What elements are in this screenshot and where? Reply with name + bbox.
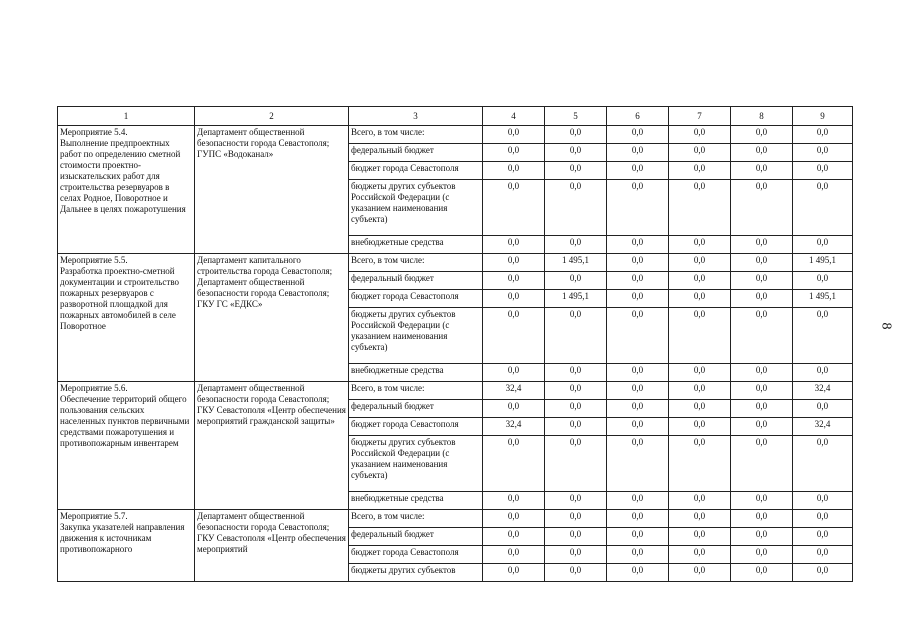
value-cell: 0,0	[545, 180, 607, 236]
funding-source-cell: бюджет города Севастополя	[349, 162, 483, 180]
value-cell: 0,0	[545, 528, 607, 546]
value-cell: 0,0	[545, 492, 607, 510]
column-header: 9	[793, 107, 853, 126]
value-cell: 0,0	[607, 364, 669, 382]
funding-source-cell: бюджеты других субъектов Российской Федерации (с указанием наименования субъекта)	[349, 436, 483, 492]
value-cell: 0,0	[793, 126, 853, 144]
value-cell: 0,0	[545, 400, 607, 418]
value-cell: 0,0	[483, 162, 545, 180]
value-cell: 0,0	[607, 272, 669, 290]
value-cell: 1 495,1	[545, 290, 607, 308]
value-cell: 0,0	[731, 418, 793, 436]
value-cell: 0,0	[731, 564, 793, 582]
value-cell: 0,0	[483, 510, 545, 528]
value-cell: 0,0	[669, 272, 731, 290]
value-cell: 32,4	[483, 418, 545, 436]
value-cell: 0,0	[731, 254, 793, 272]
value-cell: 0,0	[483, 236, 545, 254]
value-cell: 0,0	[793, 564, 853, 582]
value-cell: 0,0	[483, 144, 545, 162]
value-cell: 1 495,1	[545, 254, 607, 272]
value-cell: 0,0	[607, 236, 669, 254]
value-cell: 0,0	[731, 236, 793, 254]
funding-source-cell: внебюджетные средства	[349, 492, 483, 510]
value-cell: 0,0	[731, 364, 793, 382]
value-cell: 0,0	[731, 144, 793, 162]
value-cell: 0,0	[545, 564, 607, 582]
value-cell: 0,0	[607, 162, 669, 180]
value-cell: 0,0	[607, 546, 669, 564]
funding-source-cell: бюджеты других субъектов Российской Федерации (с указанием наименования субъекта)	[349, 308, 483, 364]
value-cell: 0,0	[731, 272, 793, 290]
measure-cell: Мероприятие 5.7. Закупка указателей направления движения к источникам противопожарного	[58, 510, 195, 582]
value-cell: 0,0	[793, 308, 853, 364]
value-cell: 0,0	[607, 400, 669, 418]
value-cell: 0,0	[545, 436, 607, 492]
budget-table	[57, 106, 853, 582]
value-cell: 0,0	[793, 546, 853, 564]
value-cell: 0,0	[793, 436, 853, 492]
value-cell: 0,0	[483, 492, 545, 510]
funding-source-cell: Всего, в том числе:	[349, 254, 483, 272]
column-header: 3	[349, 107, 483, 126]
value-cell: 0,0	[731, 492, 793, 510]
value-cell: 0,0	[545, 364, 607, 382]
table-row	[58, 254, 853, 272]
value-cell: 0,0	[483, 546, 545, 564]
value-cell: 0,0	[669, 436, 731, 492]
value-cell: 0,0	[669, 162, 731, 180]
page-number: 8	[878, 322, 894, 330]
value-cell: 0,0	[607, 564, 669, 582]
value-cell: 0,0	[669, 126, 731, 144]
value-cell: 0,0	[793, 236, 853, 254]
column-header: 5	[545, 107, 607, 126]
value-cell: 0,0	[669, 364, 731, 382]
value-cell: 0,0	[669, 528, 731, 546]
table-row	[58, 382, 853, 400]
value-cell: 0,0	[483, 254, 545, 272]
value-cell: 0,0	[607, 308, 669, 364]
value-cell: 0,0	[607, 290, 669, 308]
measure-cell: Мероприятие 5.4. Выполнение предпроектных работ по определению сметной стоимости проектно-изыскательских работ для строительства резервуаров в селах Родное, Поворотное и Дальнее в целях пожаротушения	[58, 126, 195, 254]
value-cell: 32,4	[793, 382, 853, 400]
value-cell: 0,0	[483, 400, 545, 418]
value-cell: 0,0	[545, 272, 607, 290]
funding-source-cell: бюджеты других субъектов Российской Федерации (с указанием наименования субъекта)	[349, 180, 483, 236]
funding-source-cell: внебюджетные средства	[349, 236, 483, 254]
table-row	[58, 126, 853, 144]
value-cell: 0,0	[607, 144, 669, 162]
value-cell: 0,0	[731, 162, 793, 180]
value-cell: 0,0	[669, 308, 731, 364]
value-cell: 0,0	[483, 290, 545, 308]
value-cell: 0,0	[731, 510, 793, 528]
value-cell: 0,0	[669, 546, 731, 564]
value-cell: 0,0	[731, 180, 793, 236]
value-cell: 0,0	[483, 308, 545, 364]
value-cell: 32,4	[483, 382, 545, 400]
value-cell: 0,0	[483, 126, 545, 144]
value-cell: 0,0	[731, 382, 793, 400]
value-cell: 0,0	[731, 290, 793, 308]
value-cell: 0,0	[731, 126, 793, 144]
measure-cell: Мероприятие 5.6. Обеспечение территорий общего пользования сельских населенных пунктов первичными средствами пожаротушения и противопожарным инвентарем	[58, 382, 195, 510]
value-cell: 0,0	[607, 180, 669, 236]
funding-source-cell: внебюджетные средства	[349, 364, 483, 382]
value-cell: 0,0	[545, 382, 607, 400]
value-cell: 1 495,1	[793, 290, 853, 308]
value-cell: 0,0	[545, 236, 607, 254]
value-cell: 0,0	[793, 180, 853, 236]
value-cell: 0,0	[793, 400, 853, 418]
value-cell: 0,0	[545, 510, 607, 528]
funding-source-cell: бюджет города Севастополя	[349, 290, 483, 308]
value-cell: 0,0	[483, 364, 545, 382]
value-cell: 0,0	[483, 528, 545, 546]
measure-cell: Мероприятие 5.5. Разработка проектно-сметной документации и строительство пожарных резервуаров с разворотной площадкой для пожарных автомобилей в селе Поворотное	[58, 254, 195, 382]
funding-source-cell: федеральный бюджет	[349, 528, 483, 546]
value-cell: 0,0	[731, 528, 793, 546]
value-cell: 0,0	[607, 528, 669, 546]
column-number-row	[58, 107, 853, 126]
value-cell: 0,0	[607, 418, 669, 436]
value-cell: 0,0	[607, 492, 669, 510]
value-cell: 32,4	[793, 418, 853, 436]
value-cell: 0,0	[669, 144, 731, 162]
funding-source-cell: федеральный бюджет	[349, 272, 483, 290]
value-cell: 0,0	[545, 308, 607, 364]
column-header: 7	[669, 107, 731, 126]
funding-source-cell: федеральный бюджет	[349, 144, 483, 162]
value-cell: 0,0	[607, 436, 669, 492]
value-cell: 0,0	[669, 510, 731, 528]
value-cell: 0,0	[607, 510, 669, 528]
value-cell: 0,0	[545, 126, 607, 144]
column-header: 4	[483, 107, 545, 126]
executor-cell: Департамент общественной безопасности города Севастополя; ГУПС «Водоканал»	[195, 126, 349, 254]
value-cell: 0,0	[793, 492, 853, 510]
column-header: 2	[195, 107, 349, 126]
funding-source-cell: бюджет города Севастополя	[349, 546, 483, 564]
value-cell: 0,0	[731, 546, 793, 564]
value-cell: 0,0	[483, 436, 545, 492]
value-cell: 0,0	[731, 308, 793, 364]
value-cell: 0,0	[545, 418, 607, 436]
value-cell: 1 495,1	[793, 254, 853, 272]
value-cell: 0,0	[669, 236, 731, 254]
value-cell: 0,0	[669, 290, 731, 308]
value-cell: 0,0	[545, 162, 607, 180]
funding-source-cell: Всего, в том числе:	[349, 382, 483, 400]
value-cell: 0,0	[607, 382, 669, 400]
executor-cell: Департамент капитального строительства города Севастополя; Департамент общественной безопасности города Севастополя; ГКУ ГС «ЕДКС»	[195, 254, 349, 382]
funding-source-cell: федеральный бюджет	[349, 400, 483, 418]
value-cell: 0,0	[793, 162, 853, 180]
executor-cell: Департамент общественной безопасности города Севастополя; ГКУ Севастополя «Центр обеспечения мероприятий гражданской защиты»	[195, 382, 349, 510]
value-cell: 0,0	[669, 492, 731, 510]
value-cell: 0,0	[793, 144, 853, 162]
funding-source-cell: бюджет города Севастополя	[349, 418, 483, 436]
value-cell: 0,0	[669, 564, 731, 582]
column-header: 1	[58, 107, 195, 126]
value-cell: 0,0	[607, 254, 669, 272]
value-cell: 0,0	[545, 546, 607, 564]
value-cell: 0,0	[607, 126, 669, 144]
funding-source-cell: Всего, в том числе:	[349, 126, 483, 144]
table-row	[58, 510, 853, 528]
value-cell: 0,0	[793, 510, 853, 528]
value-cell: 0,0	[545, 144, 607, 162]
value-cell: 0,0	[669, 400, 731, 418]
value-cell: 0,0	[731, 436, 793, 492]
value-cell: 0,0	[669, 418, 731, 436]
column-header: 6	[607, 107, 669, 126]
value-cell: 0,0	[793, 272, 853, 290]
value-cell: 0,0	[793, 528, 853, 546]
value-cell: 0,0	[731, 400, 793, 418]
funding-source-cell: Всего, в том числе:	[349, 510, 483, 528]
column-header: 8	[731, 107, 793, 126]
value-cell: 0,0	[669, 180, 731, 236]
funding-source-cell: бюджеты других субъектов	[349, 564, 483, 582]
value-cell: 0,0	[669, 382, 731, 400]
value-cell: 0,0	[483, 272, 545, 290]
value-cell: 0,0	[793, 364, 853, 382]
value-cell: 0,0	[483, 564, 545, 582]
value-cell: 0,0	[483, 180, 545, 236]
executor-cell: Департамент общественной безопасности города Севастополя; ГКУ Севастополя «Центр обеспечения мероприятий	[195, 510, 349, 582]
value-cell: 0,0	[669, 254, 731, 272]
